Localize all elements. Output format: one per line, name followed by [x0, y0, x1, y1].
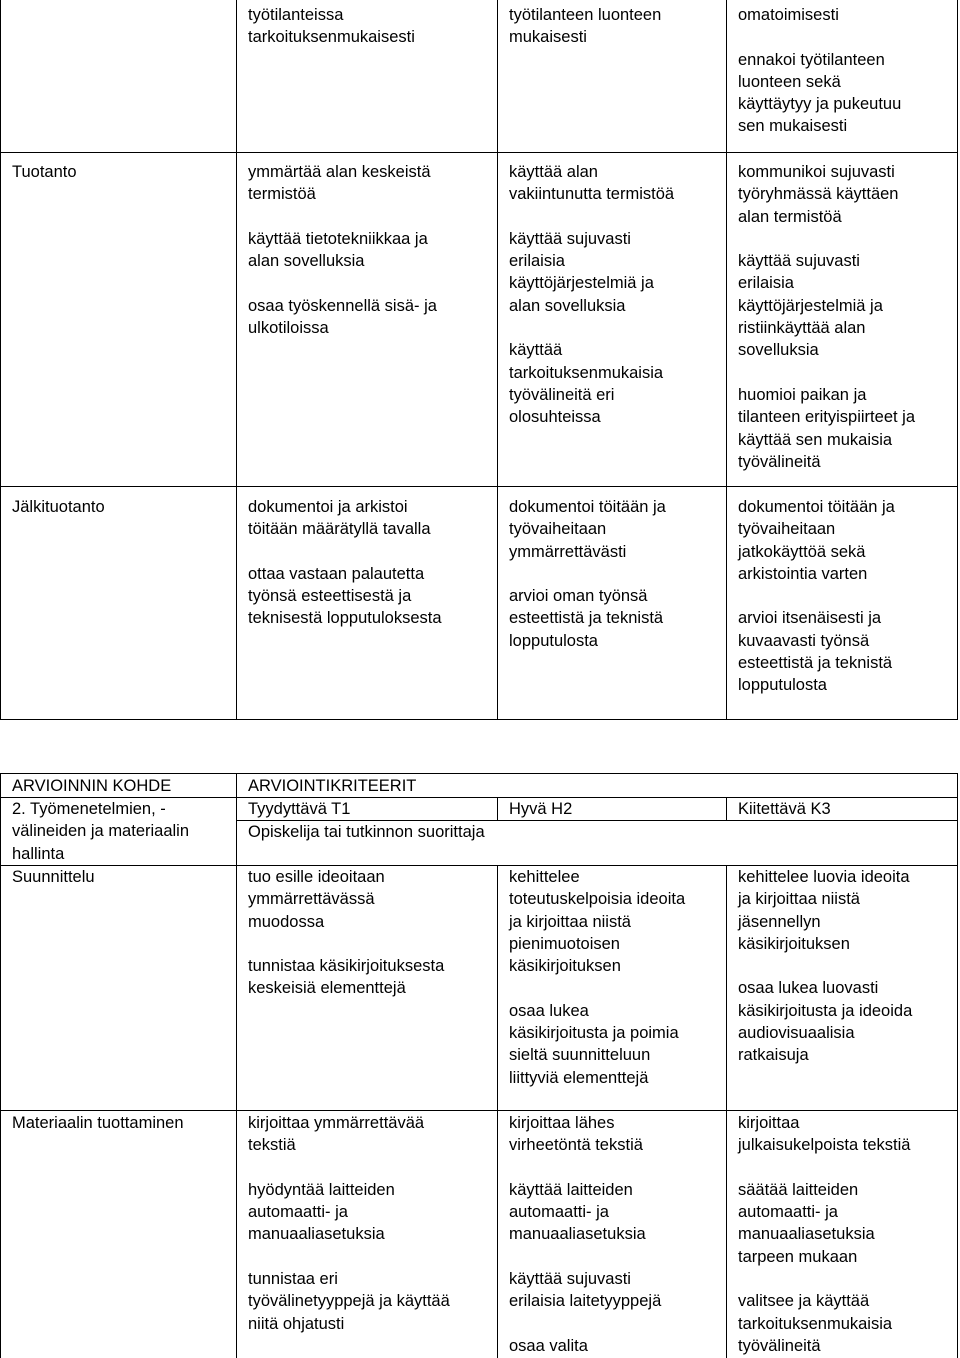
- cell-paragraph: [248, 955, 444, 1000]
- text-line: käsikirjoitusta ja ideoida: [738, 1001, 913, 1020]
- text-line: tarkoituksenmukaisia: [509, 363, 664, 382]
- text-line: säätää laitteiden: [738, 1180, 859, 1199]
- cell-paragraph: [248, 821, 485, 843]
- text-line: ja kirjoittaa niistä: [738, 890, 860, 909]
- text-line: sieltä suunnitteluun: [509, 1046, 651, 1065]
- text-line: audiovisuaalisia: [738, 1024, 855, 1043]
- row-divider: [0, 152, 958, 153]
- text-line: olosuhteissa: [509, 408, 601, 427]
- text-line: osaa lukea luovasti: [738, 979, 879, 998]
- cell-paragraph: [509, 339, 674, 428]
- cell-paragraph: [248, 4, 415, 49]
- row-divider: [0, 773, 958, 774]
- text-line: sovelluksia: [738, 341, 819, 360]
- text-line: käyttää sujuvasti: [509, 229, 631, 248]
- cell-paragraph: [12, 775, 171, 797]
- cell-paragraph: [248, 775, 416, 797]
- criteria-cell: [248, 866, 444, 1000]
- text-line: automaatti- ja: [738, 1203, 838, 1222]
- text-line: luonteen sekä: [738, 72, 841, 91]
- text-line: virheetöntä tekstiä: [509, 1136, 643, 1155]
- text-line: ulkotiloissa: [248, 319, 329, 338]
- text-line: ARVIOINNIN KOHDE: [12, 777, 172, 795]
- row-label-materiaalin-tuottaminen: [12, 1112, 184, 1134]
- text-line: pienimuotoisen: [509, 934, 620, 953]
- cell-paragraph: [738, 1290, 910, 1357]
- text-line: käyttää tietotekniikkaa ja: [248, 229, 428, 248]
- text-line: esteettistä ja teknistä: [509, 609, 664, 628]
- text-line: töitään määrätyllä tavalla: [248, 520, 431, 539]
- text-line: tarkoituksenmukaisesti: [248, 28, 415, 47]
- text-line: kirjoittaa lähes: [509, 1114, 615, 1132]
- column-divider: [957, 0, 958, 720]
- text-line: käyttää sujuvasti: [738, 252, 860, 271]
- text-line: käyttöjärjestelmiä ja: [509, 274, 654, 293]
- text-line: arvioi oman työnsä: [509, 587, 648, 606]
- column-divider: [497, 0, 498, 720]
- cell-paragraph: [248, 1268, 450, 1335]
- cell-paragraph: [738, 250, 915, 361]
- cell-paragraph: [509, 1268, 661, 1313]
- cell-paragraph: [509, 798, 572, 820]
- criteria-cell: [738, 496, 895, 697]
- cell-paragraph: [12, 496, 105, 518]
- text-line: teknisestä lopputuloksesta: [248, 609, 442, 628]
- text-line: työvaiheitaan: [738, 520, 836, 539]
- column-divider: [236, 0, 237, 720]
- cell-paragraph: [509, 4, 661, 49]
- text-line: ymmärtää alan keskeistä: [248, 163, 431, 181]
- text-line: hallinta: [12, 844, 65, 863]
- text-line: manuaaliasetuksia: [738, 1225, 875, 1244]
- criteria-cell: [509, 496, 666, 652]
- column-divider: [497, 865, 498, 1358]
- text-line: ottaa vastaan palautetta: [248, 564, 425, 583]
- text-line: tarkoituksenmukaisia: [738, 1314, 893, 1333]
- text-line: erilaisia: [738, 274, 794, 293]
- text-line: työvaiheitaan: [509, 520, 607, 539]
- text-line: työvälinetyyppejä ja käyttää: [248, 1292, 450, 1311]
- column-divider: [726, 0, 727, 720]
- text-line: Hyvä H2: [509, 800, 573, 818]
- text-line: Tuotanto: [12, 163, 77, 181]
- text-line: erilaisia laitetyyppejä: [509, 1292, 662, 1311]
- text-line: tekstiä: [248, 1136, 296, 1155]
- text-line: ennakoi työtilanteen: [738, 50, 885, 69]
- text-line: Opiskelija tai tutkinnon suorittaja: [248, 823, 485, 841]
- text-line: vakiintunutta termistöä: [509, 185, 675, 204]
- text-line: jäsennellyn: [738, 912, 821, 931]
- text-line: arkistointia varten: [738, 564, 868, 583]
- text-line: erilaisia: [509, 252, 565, 271]
- text-line: käyttää: [509, 341, 563, 360]
- criteria-cell: [248, 1112, 450, 1335]
- text-line: liittyviä elementtejä: [509, 1068, 649, 1087]
- cell-paragraph: [738, 161, 915, 228]
- student-label: [248, 821, 485, 843]
- text-line: 2. Työmenetelmien, -: [12, 800, 166, 818]
- text-line: Materiaalin tuottaminen: [12, 1114, 184, 1132]
- cell-paragraph: [738, 1179, 910, 1268]
- text-line: työryhmässä käyttäen: [738, 185, 899, 204]
- text-line: keskeisiä elementtejä: [248, 979, 406, 998]
- cell-paragraph: [248, 161, 437, 206]
- row-divider: [0, 486, 958, 487]
- text-line: ristiinkäyttää alan: [738, 319, 866, 338]
- text-line: lopputulosta: [509, 631, 598, 650]
- text-line: työvälineitä eri: [509, 385, 615, 404]
- criteria-cell: [509, 1112, 661, 1357]
- cell-paragraph: [738, 496, 895, 585]
- criteria-cell: [248, 161, 437, 339]
- text-line: ymmärrettävästi: [509, 542, 627, 561]
- cell-paragraph: [738, 4, 901, 26]
- cell-paragraph: [509, 1179, 661, 1246]
- text-line: työtilanteen luonteen: [509, 6, 662, 24]
- text-line: työtilanteissa: [248, 6, 344, 24]
- cell-paragraph: [738, 798, 831, 820]
- text-line: kirjoittaa ymmärrettävää: [248, 1114, 425, 1132]
- text-line: kommunikoi sujuvasti: [738, 163, 895, 181]
- text-line: käyttää sujuvasti: [509, 1270, 631, 1289]
- text-line: hyödyntää laitteiden: [248, 1180, 395, 1199]
- text-line: mukaisesti: [509, 28, 587, 47]
- text-line: valitsee ja käyttää: [738, 1292, 870, 1311]
- text-line: alan termistöä: [738, 207, 842, 226]
- text-line: tuo esille ideoitaan: [248, 868, 385, 886]
- text-line: Suunnittelu: [12, 868, 95, 886]
- text-line: alan sovelluksia: [509, 296, 626, 315]
- cell-paragraph: [738, 1112, 910, 1157]
- text-line: käsikirjoituksen: [738, 934, 850, 953]
- cell-paragraph: [12, 798, 189, 865]
- cell-paragraph: [248, 496, 442, 541]
- text-line: tunnistaa käsikirjoituksesta: [248, 957, 445, 976]
- cell-paragraph: [509, 1112, 661, 1157]
- text-line: käyttää laitteiden: [509, 1180, 633, 1199]
- criteria-cell: [509, 4, 661, 49]
- text-line: ARVIOINTIKRITEERIT: [248, 777, 417, 795]
- text-line: lopputulosta: [738, 676, 827, 695]
- column-divider: [0, 0, 1, 720]
- cell-paragraph: [509, 866, 685, 977]
- row-label-tuotanto: [12, 161, 77, 183]
- text-line: esteettistä ja teknistä: [738, 654, 893, 673]
- text-line: työnsä esteettisestä ja: [248, 587, 412, 606]
- cell-paragraph: [738, 607, 895, 696]
- criteria-cell: [248, 496, 442, 630]
- text-line: alan sovelluksia: [248, 252, 365, 271]
- text-line: työvälineitä: [738, 452, 821, 471]
- criteria-cell: [509, 866, 685, 1089]
- criteria-cell: [248, 4, 415, 49]
- text-line: niitä ohjatusti: [248, 1314, 345, 1333]
- text-line: Tyydyttävä T1: [248, 800, 351, 818]
- text-line: käyttää sen mukaisia: [738, 430, 893, 449]
- text-line: tilanteen erityispiirteet ja: [738, 408, 916, 427]
- text-line: huomioi paikan ja: [738, 385, 867, 404]
- text-line: termistöä: [248, 185, 316, 204]
- column-divider: [726, 797, 727, 821]
- cell-paragraph: [248, 798, 350, 820]
- cell-paragraph: [738, 384, 915, 473]
- column-divider: [726, 865, 727, 1358]
- cell-paragraph: [509, 1000, 685, 1089]
- text-line: dokumentoi töitään ja: [738, 498, 895, 516]
- column-divider: [236, 773, 237, 1358]
- cell-paragraph: [248, 1179, 450, 1246]
- text-line: julkaisukelpoista tekstiä: [738, 1136, 911, 1155]
- text-line: käsikirjoituksen: [509, 957, 621, 976]
- criteria-cell: [509, 161, 674, 429]
- column-divider: [497, 797, 498, 821]
- text-line: kirjoittaa: [738, 1114, 800, 1132]
- header-arvioinnin-kohde: [12, 775, 171, 797]
- text-line: dokumentoi ja arkistoi: [248, 498, 408, 516]
- criteria-cell: [738, 1112, 910, 1357]
- cell-paragraph: [509, 1335, 661, 1357]
- text-line: muodossa: [248, 912, 325, 931]
- grade-k3: [738, 798, 831, 820]
- cell-paragraph: [248, 295, 437, 340]
- text-line: kehittelee: [509, 868, 580, 886]
- column-divider: [0, 773, 1, 1358]
- cell-paragraph: [248, 866, 444, 933]
- text-line: automaatti- ja: [248, 1203, 348, 1222]
- column-divider: [957, 773, 958, 1358]
- text-line: Kiitettävä K3: [738, 800, 831, 818]
- cell-paragraph: [12, 161, 77, 183]
- grade-h2: [509, 798, 572, 820]
- row-divider: [0, 1110, 958, 1111]
- text-line: käyttää alan: [509, 163, 598, 181]
- cell-paragraph: [248, 563, 442, 630]
- text-line: omatoimisesti: [738, 6, 839, 24]
- criteria-cell: [738, 161, 915, 473]
- text-line: manuaaliasetuksia: [509, 1225, 646, 1244]
- text-line: työvälineitä: [738, 1336, 821, 1355]
- text-line: arvioi itsenäisesti ja: [738, 609, 882, 628]
- text-line: käyttöjärjestelmiä ja: [738, 296, 883, 315]
- cell-paragraph: [509, 228, 674, 317]
- text-line: ja kirjoittaa niistä: [509, 912, 631, 931]
- cell-paragraph: [12, 866, 95, 888]
- cell-paragraph: [738, 866, 912, 955]
- row-divider: [0, 719, 958, 720]
- text-line: tarpeen mukaan: [738, 1247, 858, 1266]
- cell-paragraph: [248, 228, 437, 273]
- cell-paragraph: [509, 496, 666, 563]
- text-line: toteutuskelpoisia ideoita: [509, 890, 686, 909]
- text-line: tunnistaa eri: [248, 1270, 338, 1289]
- text-line: ratkaisuja: [738, 1046, 809, 1065]
- text-line: sen mukaisesti: [738, 117, 848, 136]
- text-line: käyttäytyy ja pukeutuu: [738, 95, 902, 114]
- grade-t1: [248, 798, 350, 820]
- cell-paragraph: [738, 977, 912, 1066]
- text-line: jatkokäyttöä sekä: [738, 542, 866, 561]
- text-line: kehittelee luovia ideoita: [738, 868, 910, 886]
- cell-paragraph: [738, 49, 901, 138]
- cell-paragraph: [509, 161, 674, 206]
- header-arviointikriteerit: [248, 775, 416, 797]
- cell-paragraph: [248, 1112, 450, 1157]
- text-line: kuvaavasti työnsä: [738, 631, 870, 650]
- text-line: käsikirjoitusta ja poimia: [509, 1024, 679, 1043]
- criteria-cell: [738, 4, 901, 138]
- section-title: [12, 798, 189, 865]
- text-line: Jälkituotanto: [12, 498, 105, 516]
- cell-paragraph: [12, 1112, 184, 1134]
- text-line: manuaaliasetuksia: [248, 1225, 385, 1244]
- text-line: osaa valita: [509, 1336, 588, 1355]
- text-line: dokumentoi töitään ja: [509, 498, 666, 516]
- cell-paragraph: [509, 585, 666, 652]
- text-line: osaa lukea: [509, 1001, 589, 1020]
- text-line: ymmärrettävässä: [248, 890, 375, 909]
- criteria-cell: [738, 866, 912, 1067]
- row-label-jalkituotanto: [12, 496, 105, 518]
- row-label-suunnittelu: [12, 866, 95, 888]
- text-line: osaa työskennellä sisä- ja: [248, 296, 437, 315]
- text-line: automaatti- ja: [509, 1203, 609, 1222]
- text-line: välineiden ja materiaalin: [12, 822, 190, 841]
